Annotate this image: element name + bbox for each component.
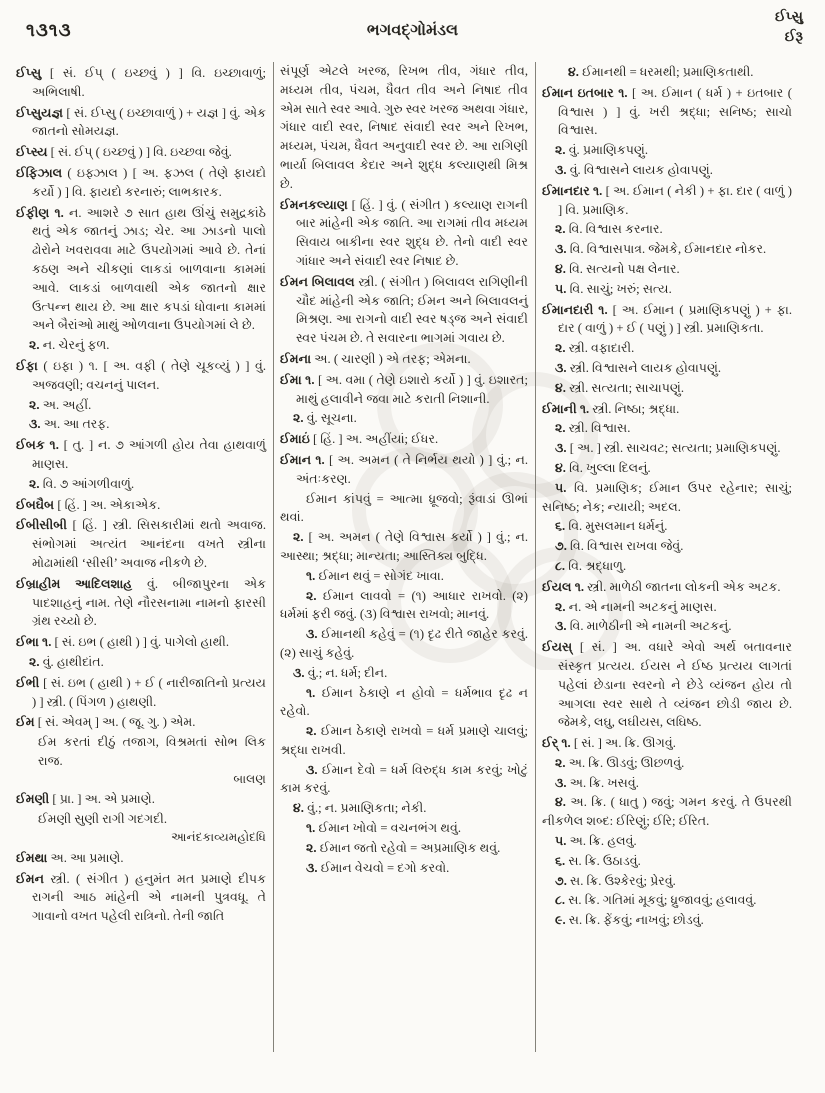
- sense-number: ૫.: [555, 834, 567, 849]
- sense-item: ૪. વિ. ખુલ્લા દિલનું.: [555, 460, 651, 475]
- sense-item: ૨. અ. ક્રિ. ઊડવું; ઊછળવું.: [555, 755, 685, 770]
- page-title: ભગવદ્ગોમંડલ: [366, 22, 459, 39]
- sense-number: ૭.: [555, 539, 567, 554]
- sense-number: ૩.: [555, 242, 567, 257]
- sense-item: ૯. સ. ક્રિ. ફેંકવું; નાખવું; છોડવું.: [555, 913, 704, 928]
- headword: ઈયલ ૧.: [542, 579, 585, 594]
- dictionary-entry: ઈબક ૧. [ તુ. ] ન. ૭ આંગળી હોય તેવા હાથવાળું માણસ.: [16, 438, 267, 471]
- dictionary-entry: ઈબીસીબી [ હિં. ] સ્ત્રી. સિસકારીમાં થતો અવાજ. સંભોગમાં અત્યંત આનંદના વખતે સ્ત્રીના મોઢામાંથી ‘સીસી’ અવાજ નીકળે છે.: [16, 518, 266, 570]
- sense-item: ૩. સ્ત્રી. વિશ્વાસને લાયક હોવાપણું.: [555, 360, 722, 375]
- sense-number: ૩.: [555, 619, 567, 634]
- dictionary-entry: ઈમના અ. ( ચારણી ) એ તરફ; એમના.: [280, 351, 471, 366]
- dictionary-entry: ઈર્ ૧. [ સં. ] અ. ક્રિ. ઊગવું.: [542, 736, 676, 751]
- headword: ઈર્ ૧.: [542, 736, 571, 751]
- headword: ઈમાન ઇતબાર ૧.: [542, 85, 628, 100]
- dictionary-entry: ઈમન સ્ત્રી. ( સંગીત ) હનુમંત મત પ્રમાણે દીપક રાગની આઠ માંહેની એ નામની પુત્રવધૂ. તે ગાવાનો વખત પહેલી રાત્રિનો. તેની જાતિ: [16, 871, 266, 924]
- sense-item: ૩. અ. ક્રિ. ખસવું.: [555, 775, 639, 790]
- sense-number: ૩.: [306, 762, 318, 777]
- headword: ઈબઘૈબ: [16, 497, 55, 512]
- sense-item: ૨. વિ. વિશ્વાસ કરનાર.: [555, 222, 663, 237]
- sense-item: ૨. અ. અહીં.: [29, 397, 92, 412]
- sense-number: ૯.: [555, 913, 566, 928]
- headword: ઈમાનદારી ૧.: [542, 302, 608, 317]
- column-1: [10, 62, 273, 1052]
- idiom-line: ૨. ઈમાન લાવવો = (૧) આધાર રાખવો. (૨) ધર્મમાં ફરી જવું. (૩) વિશ્વાસ રાખવો; માનવું.: [280, 588, 528, 622]
- idiom-line: ૩. ઈમાનથી કહેવું = (૧) દૃઢ રીતે જાહેર કરવું. (૨) સાચું કહેવું.: [280, 627, 528, 660]
- sense-number: ૮.: [555, 558, 566, 573]
- citation-source: બાલણ: [233, 771, 266, 786]
- page-number: ૧૩૧૩: [26, 20, 72, 40]
- sense-item: ૮. સ. ક્રિ. ગતિમાં મૂકવું; ધ્રુજાવવું; હલાવવું.: [555, 893, 757, 908]
- idiom-line: ૪. ઈમાનથી = ધરમથી; પ્રમાણિકતાથી.: [568, 65, 754, 79]
- sense-item: ૭. વિ. વિશ્વાસ રાખવા જેવું.: [555, 539, 684, 554]
- dictionary-entry: ઈફા ( ઇફા ) ૧. [ અ. વફી ( તેણે ચૂકવ્યું ) ] વું. અજવણી; વચનનું પાલન.: [16, 358, 266, 392]
- sense-number: ૨.: [555, 143, 566, 158]
- idiom-line: ૧. ઈમાન ઠેકાણે ન હોવો = ધર્મભાવ દૃઢ ન રહેવો.: [280, 685, 528, 719]
- sense-number: ૫.: [555, 480, 567, 495]
- idiom-line: ૩. ઈમાન દેવો = ધર્મ વિરુદ્ધ કામ કરવું; ખોટું કામ કરવું.: [280, 762, 528, 796]
- sense-number: ૨.: [29, 338, 40, 353]
- dictionary-entry: ઈફિઝાલ ( ઇફ્ઝાલ ) [ અ. ફઝલ ( તેણે ફાયદો કર્યો ) ] વિ. ફાયદો કરનારું; લાભકારક.: [16, 165, 266, 199]
- sense-number: ૩.: [293, 665, 305, 680]
- column-3: [536, 62, 799, 1052]
- sense-item: ૪. વું.; ન. પ્રમાણિકતા; નેકી.: [293, 801, 427, 816]
- sense-item: ૫. વિ. સાચું; ખરું; સત્ય.: [555, 281, 672, 296]
- verse-quote: ઈમ કરતાં દીઠું તજાગ, વિશ્રમતાં સોભ લિક રાજ.: [38, 735, 266, 768]
- headword: ઈબ્રાહીમ આદિલશાહ: [16, 576, 133, 591]
- sense-number: ૩.: [29, 417, 41, 432]
- sense-number: ૨.: [555, 222, 566, 237]
- dictionary-entry: ઈમાઇં [ હિં. ] અ. અહીંયાં; ઈધર.: [280, 432, 439, 447]
- text-columns: [10, 62, 815, 1052]
- headword: ઈમા ૧.: [280, 372, 315, 387]
- headword: ઈમણી: [16, 792, 50, 807]
- sense-item: ૨. વિ. ૭ આંગળીવાળું.: [29, 476, 135, 491]
- headword: ઈમનકલ્યાણ: [280, 197, 348, 212]
- sense-item: ૪. અ. ક્રિ. ( ધાતુ ) જવું; ગમન કરવું. તે ઉપરથી નીકળેલ શબ્દ: ઈરિણું; ઈરિ; ઈરિત.: [542, 795, 792, 829]
- sense-number: ૨.: [555, 599, 566, 614]
- sense-number: ૩.: [555, 441, 567, 456]
- sense-number: ૪.: [555, 795, 566, 810]
- dictionary-entry: ઈમાન ઇતબાર ૧. [ અ. ઈમાન ( ધર્મ ) + ઇતબાર ( વિશ્વાસ ) ] વું. ખરી શ્રદ્ધા; સનિષ્ઠ; સાચો વિશ્વાસ.: [542, 85, 792, 138]
- verse-quote: ઈમણી સુણી રાગી ગદગદી.: [38, 812, 168, 827]
- citation-source: આનંદકાવ્યમહોદધિ: [171, 830, 266, 845]
- sense-number: ૬.: [555, 853, 566, 868]
- sense-item: ૫. અ. ક્રિ. હલવું.: [555, 834, 637, 849]
- sense-item: ૨. વું. પ્રમાણિકપણું.: [555, 143, 649, 158]
- headword: ઈફીણ ૧.: [16, 205, 64, 220]
- sense-number: ૪.: [568, 65, 579, 79]
- headword: ઈમાની ૧.: [542, 401, 590, 416]
- sense-number: ૮.: [555, 893, 566, 908]
- headword: ઈમાન ૧.: [280, 452, 325, 467]
- sense-item: ૩. વું.; ન. ધર્મ; દીન.: [293, 665, 388, 680]
- sense-number: ૩.: [555, 360, 567, 375]
- sense-item: ૬. વિ. મુસલમાન ધર્મનું.: [555, 519, 668, 534]
- dictionary-entry: ઈભા ૧. [ સં. ઇભ ( હાથી ) ] વું. પાગેલો હાથી.: [16, 635, 230, 650]
- sense-item: ૩. વિ. વિશ્વાસપાત્ર. જેમકે, ઈમાનદાર નોકર.: [555, 242, 767, 257]
- sense-number: ૧.: [306, 568, 316, 583]
- sense-item: ૨. [ અ. અમન ( તેણે વિશ્વાસ કર્યો ) ] વું.; ન. આસ્થા; શ્રદ્ધા; માન્યતા; આસ્તિક્ય બુદ્ધિ.: [280, 530, 528, 563]
- dictionary-entry: ઈભી [ સં. ઇભ ( હાથી ) + ઈ ( નારીજાતિનો પ્રત્યય ) ] સ્ત્રી. ( પિંગળ ) હાથણી.: [16, 675, 266, 709]
- dictionary-entry: ઈમાનદાર ૧. [ અ. ઈમાન ( નેકી ) + ફા. દાર ( વાળું ) ] વિ. પ્રમાણિક.: [542, 183, 792, 217]
- sense-number: ૧.: [306, 685, 316, 700]
- dictionary-entry: ઈમણી [ પ્રા. ] અ. એ પ્રમાણે.: [16, 792, 155, 807]
- sense-item: ૨. વું. હાથીદાંત.: [29, 654, 104, 669]
- sense-item: ૩. અ. આ તરફ.: [29, 417, 110, 432]
- guide-words: [775, 8, 803, 48]
- headword: ઈબક ૧.: [16, 438, 59, 453]
- headword: ઈયસ્: [542, 640, 573, 655]
- sense-number: ૭.: [555, 873, 567, 888]
- sense-number: ૨.: [306, 840, 317, 855]
- sense-item: ૩. વિ. માળેઠીની એ નામની અટકનું.: [555, 619, 732, 634]
- headword: ઈભા ૧.: [16, 635, 52, 650]
- sense-item: ૬. સ. ક્રિ. ઉઠાડવું.: [555, 853, 641, 868]
- headword: ઈપ્સુયજ્ઞ: [16, 105, 64, 120]
- sense-number: ૫.: [555, 281, 567, 296]
- sense-item: ૫. વિ. પ્રમાણિક; ઈમાન ઉપર રહેનાર; સાચું; સનિષ્ઠ; નેક; ન્યાયી; અદલ.: [542, 480, 792, 514]
- sense-item: ૨. સ્ત્રી. વફાદારી.: [555, 341, 635, 356]
- sense-number: ૪.: [555, 261, 566, 276]
- sense-number: ૨.: [29, 476, 40, 491]
- dictionary-entry: ઈમ [ સં. એવમ્ ] અ. ( જૂ. ગુ. ) એમ.: [16, 715, 196, 730]
- idiom-line: ૩. ઈમાન વેચવો = દગો કરવો.: [306, 860, 450, 875]
- sense-item: ૨. ન. એ નામની અટકનું માણસ.: [555, 599, 717, 614]
- idiom-line: ૧. ઈમાન ખોવો = વચનભંગ થવું.: [306, 821, 461, 836]
- dictionary-entry: ઈમાન ૧. [ અ. અમન ( તે નિર્ભય થયો ) ] વું.; ન. અંતઃકરણ.: [280, 452, 528, 486]
- sense-number: ૩.: [306, 627, 318, 642]
- sense-number: ૬.: [555, 519, 566, 534]
- sense-item: ૭. સ. ક્રિ. ઉશ્કેરવું; પ્રેરવું.: [555, 873, 676, 888]
- sense-number: ૨.: [29, 654, 40, 669]
- dictionary-entry: ઈપ્સુયજ્ઞ [ સં. ઈપ્સુ ( ઇચ્છાવાળું ) + યજ્ઞ ] વું. એક જાતનો સોમયજ્ઞ.: [16, 105, 266, 139]
- headword: ઈમના: [280, 351, 312, 366]
- headword: ઈપ્સુ: [16, 66, 42, 80]
- headword: ઈમ: [16, 715, 35, 730]
- sense-number: ૨.: [293, 530, 304, 545]
- sense-number: ૨.: [555, 421, 566, 436]
- dictionary-entry: ઈમનકલ્યાણ [ હિં. ] વું. ( સંગીત ) કલ્યાણ રાગની બાર માંહેની એક જાતિ. આ રાગમાં તીવ મધ્યમ સિવાય બાકીના સ્વર શુદ્ધ છે. તેનો વાદી સ્વર ગાંધાર અને સંવાદી સ્વર નિષાદ છે.: [280, 197, 528, 268]
- sense-number: ૧.: [306, 821, 316, 836]
- headword: ઈમન: [16, 871, 44, 886]
- dictionary-entry: ઈપ્સુ [ સં. ઈપ્ ( ઇચ્છવું ) ] વિ. ઇચ્છાવાળું; અભિલાષી.: [16, 66, 266, 99]
- dictionary-entry: ઈમથા અ. આ પ્રમાણે.: [16, 850, 124, 865]
- dictionary-entry: ઈબ્રાહીમ આદિલશાહ વું. બીજાપુરના એક પાદશાહનું નામ. તેણે નૌરસનામા નામનો ફારસી ગ્રંથ રચ્યો છે.: [16, 576, 266, 629]
- headword: ઈમાનદાર ૧.: [542, 183, 603, 198]
- headword: ઈમન બિલાવલ: [280, 274, 355, 289]
- sense-item: ૨. ન. ચેરનું ફળ.: [29, 338, 110, 353]
- column-2: [273, 62, 536, 1052]
- dictionary-entry: ઈમન બિલાવલ સ્ત્રી. ( સંગીત ) બિલાવલ રાગિણીની ચૌદ માંહેની એક જાતિ; ઈમન અને બિલાવલનું મિશ્રણ. આ રાગનો વાદી સ્વર ષડ્જ અને સંવાદી સ્વર પંચમ છે. તે સવારના ભાગમાં ગવાય છે.: [280, 274, 528, 346]
- continued-paragraph: સંપૂર્ણ એટલે ખરજ, રિખભ તીવ, ગંધાર તીવ, મધ્યમ તીવ, પંચમ, ધૈવત તીવ અને નિષાદ તીવ એમ સાતે સ્વર આવે. ગુરુ સ્વર ખરજ અથવા ગંધાર, ગંધાર વાદી સ્વર, નિષાદ સંવાદી સ્વર અને રિખભ, મધ્યમ, પંચમ, ધૈવત અનુવાદી સ્વર છે. આ રાગિણી ભાર્યા બિલાવલ કેદાર અને શુદ્ધ કલ્યાણથી મિશ્ર છે.: [280, 64, 528, 191]
- headword: ઈબીસીબી: [16, 518, 67, 533]
- sense-number: ૪.: [555, 380, 566, 395]
- sense-number: ૨.: [293, 411, 304, 426]
- sense-number: ૨.: [29, 397, 40, 412]
- headword: ઈભી: [16, 675, 40, 690]
- idiom-line: ઈમાન કાંપવું = આત્મા ધ્રૂજવો; રૂંવાડાં ઊભાં થવાં.: [280, 491, 528, 525]
- guide-word-bottom: ઈરૂ: [784, 30, 803, 45]
- dictionary-entry: ઈમા ૧. [ અ. વમા ( તેણે ઇશારો કર્યો ) ] વું. ઇશારત; માથું હલાવીને જવા માટે કરાતી નિશાની.: [280, 372, 528, 406]
- sense-item: ૮. વિ. શ્રદ્ધાળુ.: [555, 558, 627, 573]
- dictionary-entry: ઈપ્સ્ય [ સં. ઈપ્ ( ઇચ્છવું ) ] વિ. ઇચ્છવા જેવું.: [16, 145, 232, 160]
- sense-item: ૪. સ્ત્રી. સત્યતા; સાચાપણું.: [555, 380, 685, 395]
- sense-item: ૪. વિ. સત્યનો પક્ષ લેનાર.: [555, 261, 680, 276]
- sense-number: ૨.: [306, 588, 317, 603]
- headword: ઈમાઇં: [280, 432, 310, 447]
- dictionary-entry: ઈમાની ૧. સ્ત્રી. નિષ્ઠા; શ્રદ્ધા.: [542, 401, 680, 416]
- headword: ઈમથા: [16, 850, 48, 865]
- sense-number: ૨.: [555, 341, 566, 356]
- dictionary-entry: ઈમાનદારી ૧. [ અ. ઈમાન ( પ્રમાણિકપણું ) + ફા. દાર ( વાળું ) + ઈ ( પણું ) ] સ્ત્રી. પ્રમાણિકતા.: [542, 302, 793, 336]
- sense-item: ૩. [ અ. ] સ્ત્રી. સાચવટ; સત્યતા; પ્રમાણિકપણું.: [555, 441, 781, 456]
- dictionary-entry: ઈફીણ ૧. ન. આશરે ૭ સાત હાથ ઊંચું સમુદ્રકાંઠે થતું એક જાતનું ઝાડ; ચેર. આ ઝાડનો પાલો ઢોરોને ખવરાવવા માટે ઉપયોગમાં આવે છે. તેનાં કઠણ અને ચીકણાં લાકડાં બાળવાના કામમાં આવે. લાકડાં બાળવાથી એક જાતનો ક્ષાર ઉત્પન્ન થાય છે. આ ક્ષાર કપડાં ધોવાના કામમાં અને બૈરાંઓ માથું ઓળવાના ઉપયોગમાં લે છે.: [16, 205, 266, 333]
- idiom-line: ૨. ઈમાન ઠેકાણે રાખવો = ધર્મ પ્રમાણે ચાલવું; શ્રદ્ધા રાખવી.: [280, 724, 528, 757]
- idiom-line: ૧. ઈમાન થવું = સોગંદ ખાવા.: [306, 568, 444, 583]
- sense-item: ૨. સ્ત્રી. વિશ્વાસ.: [555, 421, 631, 436]
- sense-item: ૩. વું. વિશ્વાસને લાયક હોવાપણું.: [555, 162, 713, 177]
- dictionary-entry: ઈયલ ૧. સ્ત્રી. માળેઠી જાતના લોકની એક અટક.: [542, 579, 781, 594]
- sense-number: ૪.: [293, 801, 304, 816]
- dictionary-entry: ઈબઘૈબ [ હિં. ] અ. એકાએક.: [16, 497, 161, 512]
- headword: ઈપ્સ્ય: [16, 145, 48, 160]
- headword: ઈફા: [16, 358, 38, 373]
- sense-number: ૨.: [555, 755, 566, 770]
- guide-word-top: ઈપ્સુ: [775, 10, 803, 25]
- sense-number: ૩.: [555, 775, 567, 790]
- sense-item: ૨. વું. સૂચના.: [293, 411, 357, 426]
- headword: ઈફિઝાલ: [16, 165, 63, 180]
- idiom-line: ૨. ઈમાન જતો રહેવો = અપ્રમાણિક થવું.: [306, 840, 501, 855]
- sense-number: ૨.: [306, 724, 317, 739]
- dictionary-entry: ઈયસ્ [ સં. ] અ. વધારે એવો અર્થ બતાવનાર સંસ્કૃત પ્રત્યય. ઈયસ ને ઈષ્ઠ પ્રત્યય લાગતાં પહેલાં છેડાના સ્વરનો ને છેડે વ્યંજન હોય તો આગલા સ્વર સાથે તે વ્યંજન છોડી જાય છે. જેમકે, લઘુ, લઘીયસ, લઘિષ્ઠ.: [542, 640, 792, 730]
- sense-number: ૩.: [555, 162, 567, 177]
- sense-number: ૩.: [306, 860, 318, 875]
- sense-number: ૪.: [555, 460, 566, 475]
- page-header: [0, 0, 825, 58]
